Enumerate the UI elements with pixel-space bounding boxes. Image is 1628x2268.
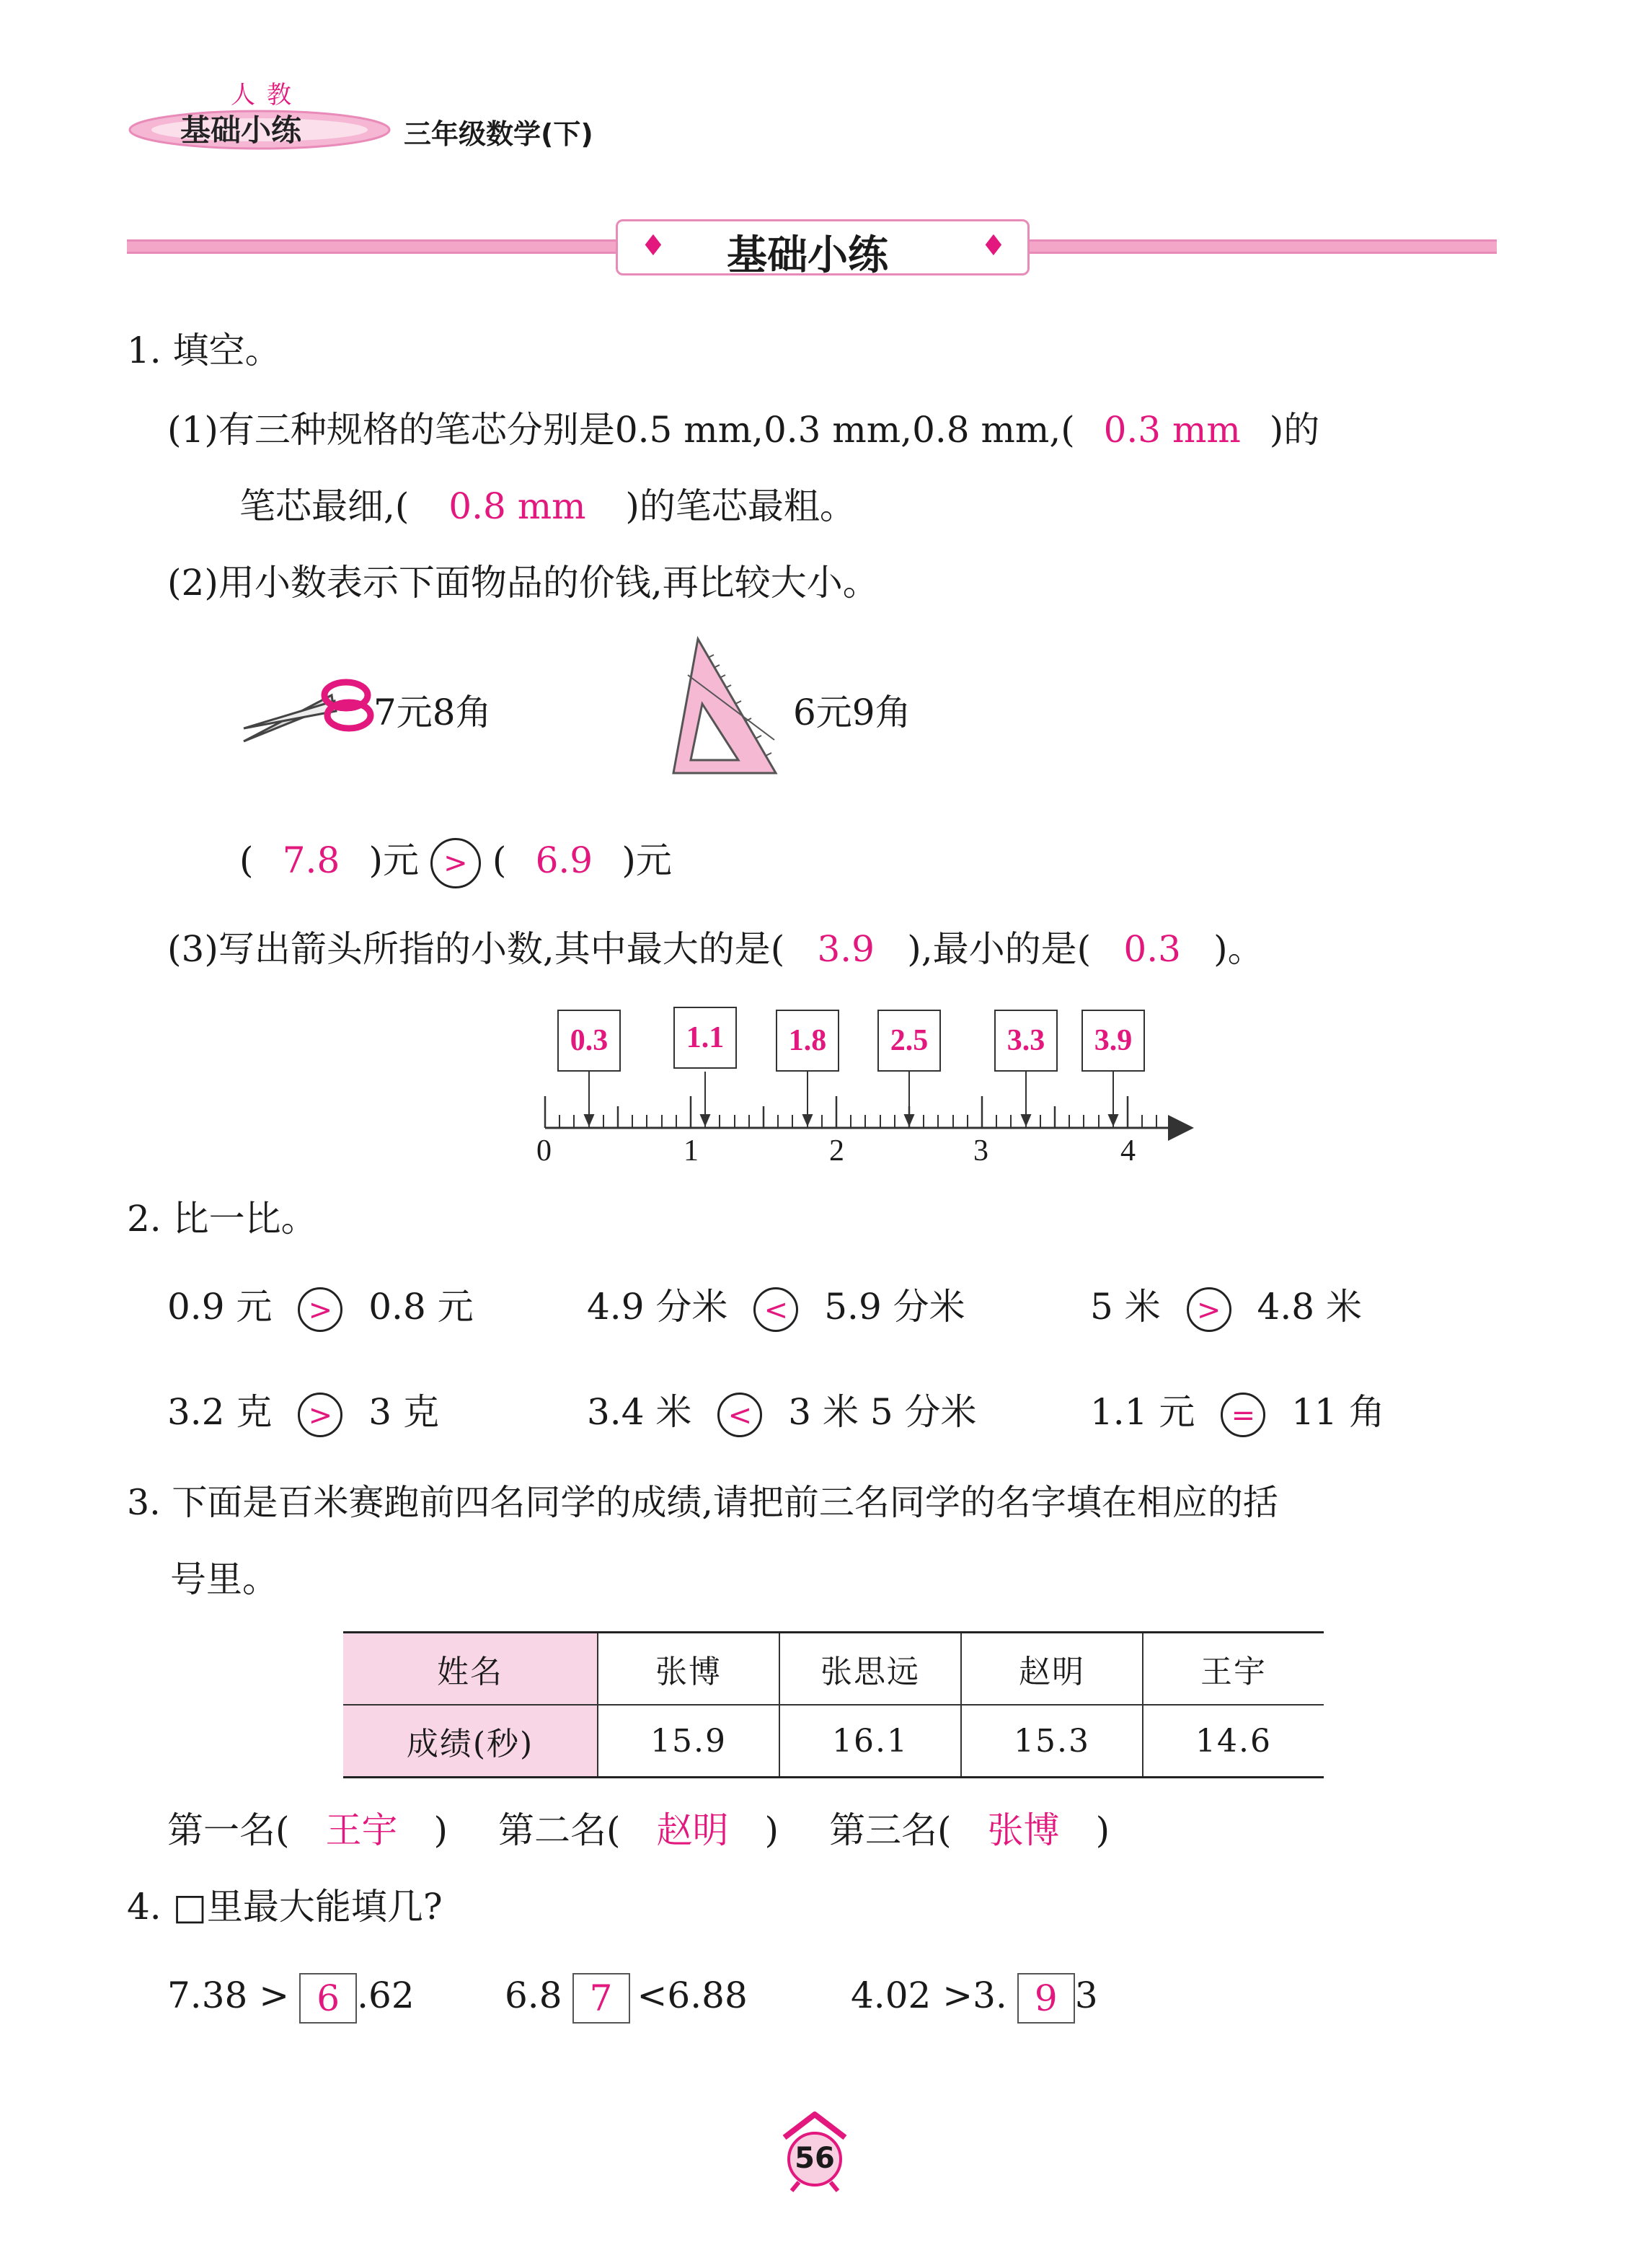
tick-label: 1: [684, 1134, 699, 1168]
number-line-box: 1.1: [673, 1007, 737, 1069]
q1-part2-text: (2)用小数表示下面物品的价钱,再比较大小。: [167, 562, 879, 604]
q1-part1-line1: (1)有三种规格的笔芯分别是0.5 mm,0.3 mm,0.8 mm,( 0.3 mm )的: [167, 409, 1320, 451]
q1-part3-text: (3)写出箭头所指的小数,其中最大的是( 3.9 ),最小的是( 0.3 )。: [167, 928, 1264, 970]
table-row: [343, 1633, 1324, 1706]
q2-label: 2. 比一比。: [127, 1198, 317, 1240]
q4-label: 4. □里最大能填几?: [127, 1886, 443, 1928]
compare-item: 0.9 元 > 0.8 元: [167, 1285, 474, 1332]
ruler-price: 6元9角: [793, 692, 911, 733]
answer-thinnest: 0.3 mm: [1103, 409, 1241, 451]
tick-label: 0: [536, 1134, 552, 1168]
number-line-box: 3.9: [1081, 1010, 1145, 1072]
compare-item: 3.2 克 > 3 克: [167, 1390, 439, 1437]
compare-sign: <: [717, 1393, 762, 1437]
triangle-ruler-icon: [666, 632, 782, 776]
compare-sign: >: [1187, 1287, 1231, 1332]
q3-label-line1: 3. 下面是百米赛跑前四名同学的成绩,请把前三名同学的名字填在相应的括: [127, 1482, 1278, 1523]
q1-price-compare: ( 7.8 )元 > ( 6.9 )元: [239, 838, 672, 888]
table-cell: 15.3: [961, 1705, 1143, 1778]
table-cell: 张思远: [779, 1633, 961, 1706]
number-line-box: 3.3: [994, 1010, 1058, 1072]
compare-item: 3.4 米 < 3 米 5 分米: [587, 1390, 977, 1437]
table-cell: 王宇: [1143, 1633, 1324, 1706]
answer-min: 0.3: [1123, 928, 1181, 970]
table-row: [343, 1705, 1324, 1778]
publisher-label: 人教: [231, 81, 303, 110]
book-subtitle: 三年级数学(下): [404, 118, 593, 150]
compare-sign: >: [298, 1287, 342, 1332]
tick-label: 2: [829, 1134, 844, 1168]
answer-first: 王宇: [325, 1809, 398, 1851]
scissors-icon: [238, 663, 375, 750]
compare-sign: >: [298, 1393, 342, 1437]
tick-label: 3: [973, 1134, 988, 1168]
answer-box: 6: [299, 1973, 357, 2024]
table-cell: 15.9: [598, 1705, 779, 1778]
banner-bar-right: [1028, 239, 1497, 254]
table-cell: 16.1: [779, 1705, 961, 1778]
compare-sign: =: [1221, 1393, 1265, 1437]
number-line-box: 2.5: [877, 1010, 941, 1072]
q3-label-line2: 号里。: [170, 1558, 278, 1600]
scissors-price: 7元8角: [373, 692, 492, 733]
scores-table: [343, 1631, 1324, 1778]
table-cell: 14.6: [1143, 1705, 1324, 1778]
answer-third: 张博: [987, 1809, 1060, 1851]
table-cell: 张博: [598, 1633, 779, 1706]
banner-bar-left: [127, 239, 617, 254]
answer-box: 9: [1017, 1973, 1075, 2024]
q3-answers: 第一名( 王宇 ) 第二名( 赵明 ) 第三名( 张博 ): [167, 1809, 1110, 1851]
compare-sign: >: [430, 838, 481, 888]
table-cell: 赵明: [961, 1633, 1143, 1706]
diamond-icon: ♦: [640, 229, 666, 262]
compare-sign: <: [753, 1287, 798, 1332]
compare-item: 1.1 元 = 11 角: [1090, 1390, 1385, 1437]
answer-scissors-price: 7.8: [282, 839, 340, 881]
answer-box: 7: [572, 1973, 630, 2024]
q4-expression: 4.02 >3. 9 3: [851, 1973, 1098, 2024]
page-number: 56: [795, 2142, 835, 2175]
q1-label: 1. 填空。: [127, 330, 281, 371]
answer-ruler-price: 6.9: [535, 839, 593, 881]
answer-thickest: 0.8 mm: [448, 485, 586, 527]
compare-item: 5 米 > 4.8 米: [1090, 1285, 1362, 1332]
diamond-icon: ♦: [981, 229, 1007, 262]
answer-second: 赵明: [656, 1809, 729, 1851]
tick-label: 4: [1120, 1134, 1136, 1168]
q1-part1-line2: 笔芯最细,( 0.8 mm )的笔芯最粗。: [239, 485, 856, 527]
series-title: 基础小练: [180, 112, 302, 148]
compare-item: 4.9 分米 < 5.9 分米: [587, 1285, 965, 1332]
table-cell: 成绩(秒): [343, 1705, 598, 1778]
number-line-box: 1.8: [776, 1010, 839, 1072]
q4-expression: 7.38 > 6 .62: [167, 1973, 415, 2024]
q4-expression: 6.8 7 <6.88: [505, 1973, 748, 2024]
table-cell: 姓名: [343, 1633, 598, 1706]
answer-max: 3.9: [817, 928, 875, 970]
section-title: 基础小练: [727, 232, 888, 279]
number-line-box: 0.3: [557, 1010, 621, 1072]
